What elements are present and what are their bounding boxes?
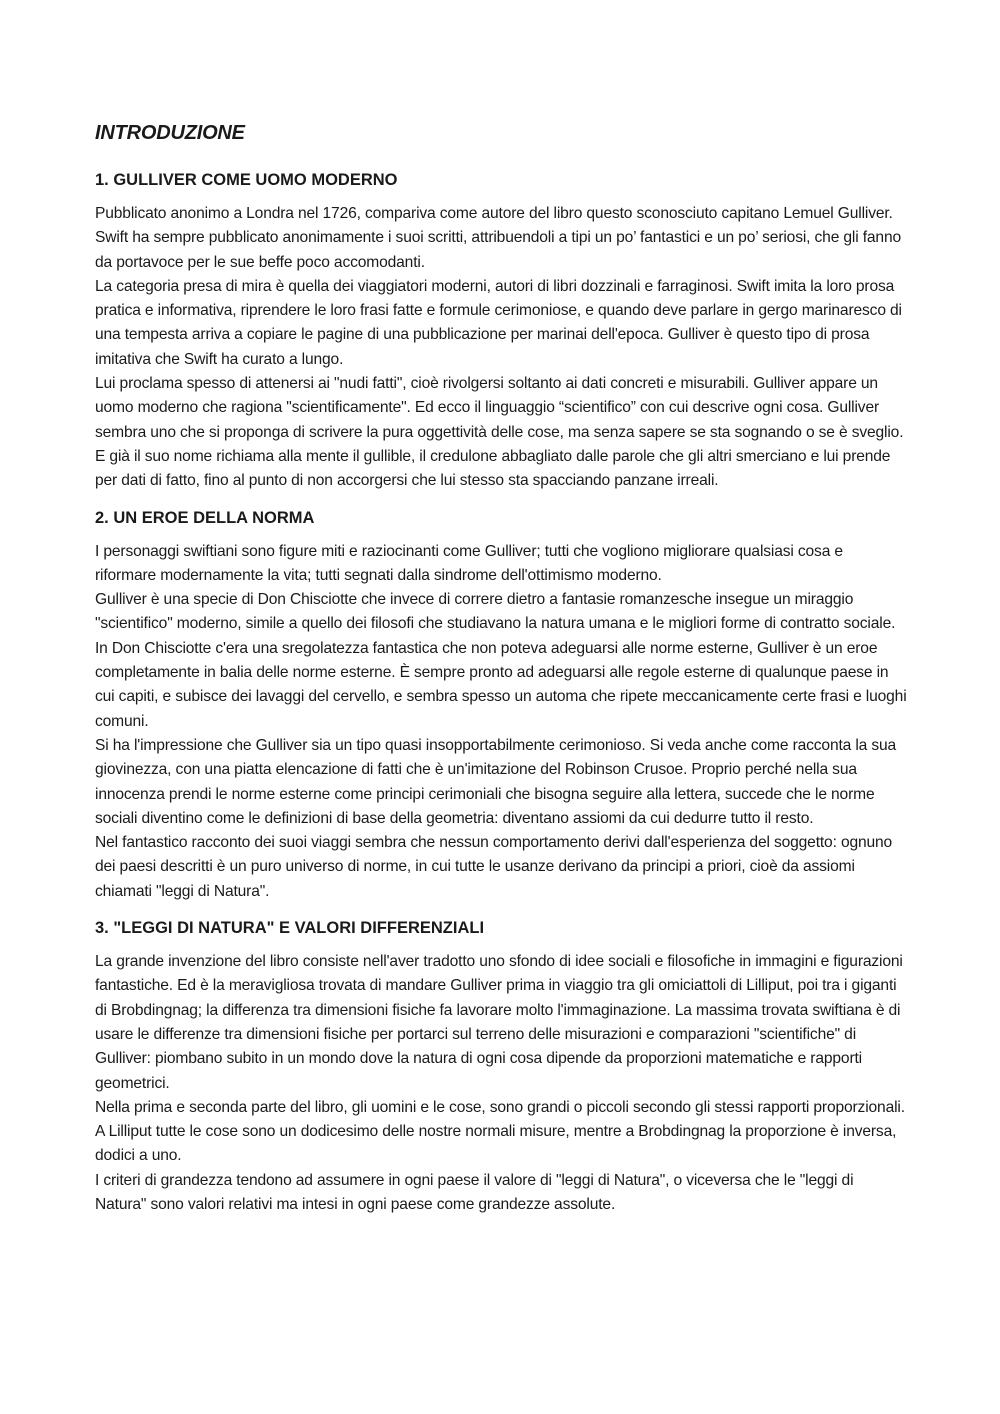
paragraph: Lui proclama spesso di attenersi ai "nudi fatti", cioè rivolgersi soltanto ai dati concreti e misurabili. Gulliver appare un uomo moderno che ragiona "scientificamente". Ed ecco il linguaggio “scientifico” con cui descrive ogni cosa. Gulliver sembra uno che si proponga di scrivere la pura oggettività delle cose, ma senza sapere se sta sognando o se è sveglio. E già il suo nome richiama alla mente il gullible, il credulone abbagliato dalle parole che gli altri smerciano e lui prende per dati di fatto, fino al punto di non accorgersi che lui stesso sta spacciando panzane irreali. (95, 375, 904, 490)
section-heading: 2. UN EROE DELLA NORMA (95, 508, 315, 527)
paragraph: Gulliver è una specie di Don Chisciotte che invece di correre dietro a fantasie romanzesche insegue un miraggio "scientifico" moderno, simile a quello dei filosofi che studiavano la natura umana e le migliori forme di contratto sociale. In Don Chisciotte c'era una sregolatezza fantastica che non poteva adeguarsi alle norme esterne, Gulliver è un eroe completamente in balia delle norme esterne. È sempre pronto ad adeguarsi alle regole esterne di qualunque paese in cui capiti, e subisce dei lavaggi del cervello, e sembra spesso un automa che ripete meccanicamente certe frasi e luoghi comuni. (95, 591, 907, 730)
paragraph: I criteri di grandezza tendono ad assumere in ogni paese il valore di "leggi di Natura", o viceversa che le "leggi di Natura" sono valori relativi ma intesi in ogni paese come grandezze assolute. (95, 1171, 854, 1213)
paragraph: Pubblicato anonimo a Londra nel 1726, compariva come autore del libro questo sconosciuto capitano Lemuel Gulliver. Swift ha sempre pubblicato anonimamente i suoi scritti, attribuendoli a tipi un po’ fantastici e un po’ seriosi, che gli fanno da portavoce per le sue beffe poco accomodanti. (95, 205, 902, 271)
document-page (95, 118, 907, 1229)
document-title: INTRODUZIONE (95, 122, 245, 144)
paragraph: Nella prima e seconda parte del libro, gli uomini e le cose, sono grandi o piccoli secondo gli stessi rapporti proporzionali. A Lilliput tutte le cose sono un dodicesimo delle nostre normali misure, mentre a Brobdingnag la proporzione è inversa, dodici a uno. (95, 1098, 905, 1165)
section-1 (95, 168, 907, 494)
paragraph: La grande invenzione del libro consiste nell'aver tradotto uno sfondo di idee sociali e filosofiche in immagini e figurazioni fantastiche. Ed è la meravigliosa trovata di mandare Gulliver prima in viaggio tra gli omiciattoli di Lilliput, poi tra i giganti di Brobdingnag; la differenza tra dimensioni fisiche fa lavorare molto l'immaginazione. La massima trovata swiftiana è di usare le differenze tra dimensioni fisiche per portarci sul terreno delle misurazioni e comparazioni "scientifiche" di Gulliver: piombano subito in un mondo dove la natura di ogni cosa dipende da proporzioni matematiche e rapporti geometrici. (95, 953, 903, 1092)
section-2 (95, 506, 907, 904)
paragraph: I personaggi swiftiani sono figure miti e raziocinanti come Gulliver; tutti che vogliono migliorare qualsiasi cosa e riformare modernamente la vita; tutti segnati dalla sindrome dell'ottimismo moderno. (95, 542, 843, 584)
paragraph: La categoria presa di mira è quella dei viaggiatori moderni, autori di libri dozzinali e farraginosi. Swift imita la loro prosa pratica e informativa, riprendere le loro frasi fatte e formule cerimoniose, e quando deve parlare in gergo marinaresco di una tempesta arriva a copiare le pagine di una pubblicazione per marinai dell'epoca. Gulliver è questo tipo di prosa imitativa che Swift ha curato a lungo. (95, 277, 902, 368)
section-heading: 1. GULLIVER COME UOMO MODERNO (95, 171, 398, 189)
section-heading: 3. "LEGGI DI NATURA" E VALORI DIFFERENZIALI (95, 919, 485, 938)
paragraph: Si ha l'impressione che Gulliver sia un tipo quasi insopportabilmente cerimonioso. Si veda anche come racconta la sua giovinezza, con una piatta elencazione di fatti che è un'imitazione del Robinson Crusoe. Proprio perché nella sua innocenza prendi le norme esterne come principi cerimoniali che bisogna seguire alla lettera, succede che le norme sociali diventino come le definizioni di base della geometria: diventano assiomi da cui dedurre tutto il resto. (95, 736, 897, 827)
section-3 (95, 916, 907, 1217)
paragraph: Nel fantastico racconto dei suoi viaggi sembra che nessun comportamento derivi dall'esperienza del soggetto: ognuno dei paesi descritti è un puro universo di norme, in cui tutte le usanze derivano da principi a priori, cioè da assiomi chiamati "leggi di Natura". (95, 834, 893, 900)
